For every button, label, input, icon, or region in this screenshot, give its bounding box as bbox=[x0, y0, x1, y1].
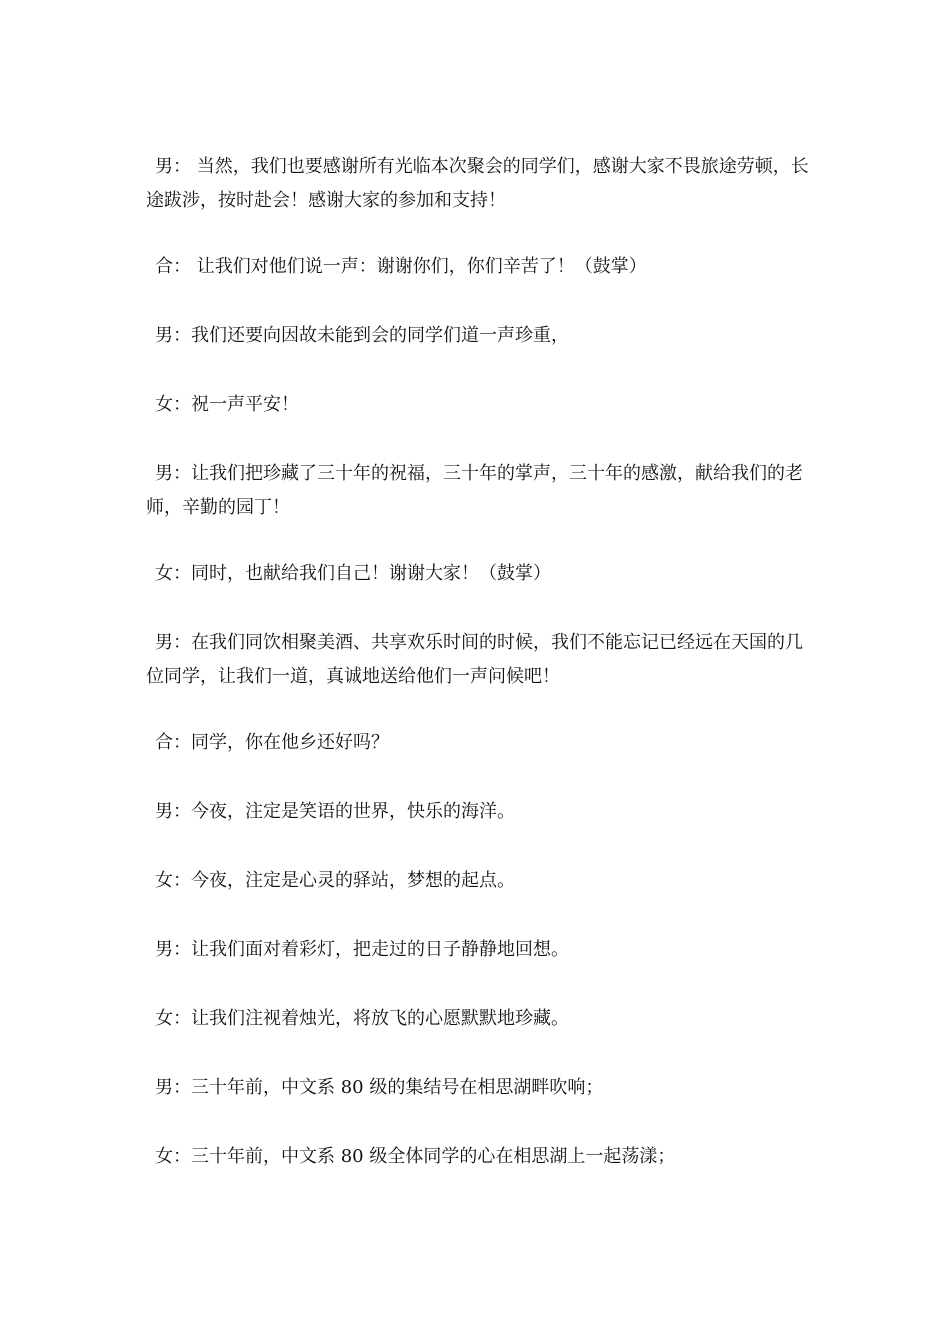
paragraph-9: 男：今夜，注定是笑语的世界，快乐的海洋。 bbox=[155, 801, 515, 822]
paragraph-14: 女：三十年前，中文系 80 级全体同学的心在相思湖上一起荡漾； bbox=[155, 1146, 676, 1167]
paragraph-3: 男：我们还要向因故未能到会的同学们道一声珍重， bbox=[155, 325, 569, 346]
paragraph-2: 合： 让我们对他们说一声：谢谢你们，你们辛苦了！（鼓掌） bbox=[155, 256, 647, 277]
paragraph-13: 男：三十年前，中文系 80 级的集结号在相思湖畔吹响； bbox=[155, 1077, 604, 1098]
paragraph-6: 女：同时，也献给我们自己！谢谢大家！（鼓掌） bbox=[155, 563, 551, 584]
paragraph-4: 女：祝一声平安！ bbox=[155, 394, 299, 415]
paragraph-11: 男：让我们面对着彩灯，把走过的日子静静地回想。 bbox=[155, 939, 569, 960]
paragraph-12: 女：让我们注视着烛光，将放飞的心愿默默地珍藏。 bbox=[155, 1008, 569, 1029]
paragraph-10: 女：今夜，注定是心灵的驿站，梦想的起点。 bbox=[155, 870, 515, 891]
paragraph-8: 合：同学，你在他乡还好吗？ bbox=[155, 732, 389, 753]
script-text bbox=[146, 150, 816, 1209]
paragraph-1: 男： 当然，我们也要感谢所有光临本次聚会的同学们，感谢大家不畏旅途劳顿，长途跋涉，按时赴会！感谢大家的参加和支持！ bbox=[146, 156, 809, 211]
paragraph-5: 男：让我们把珍藏了三十年的祝福，三十年的掌声，三十年的感激，献给我们的老师，辛勤的园丁！ bbox=[146, 463, 803, 518]
paragraph-7: 男：在我们同饮相聚美酒、共享欢乐时间的时候，我们不能忘记已经远在天国的几位同学，让我们一道，真诚地送给他们一声问候吧！ bbox=[146, 632, 803, 687]
